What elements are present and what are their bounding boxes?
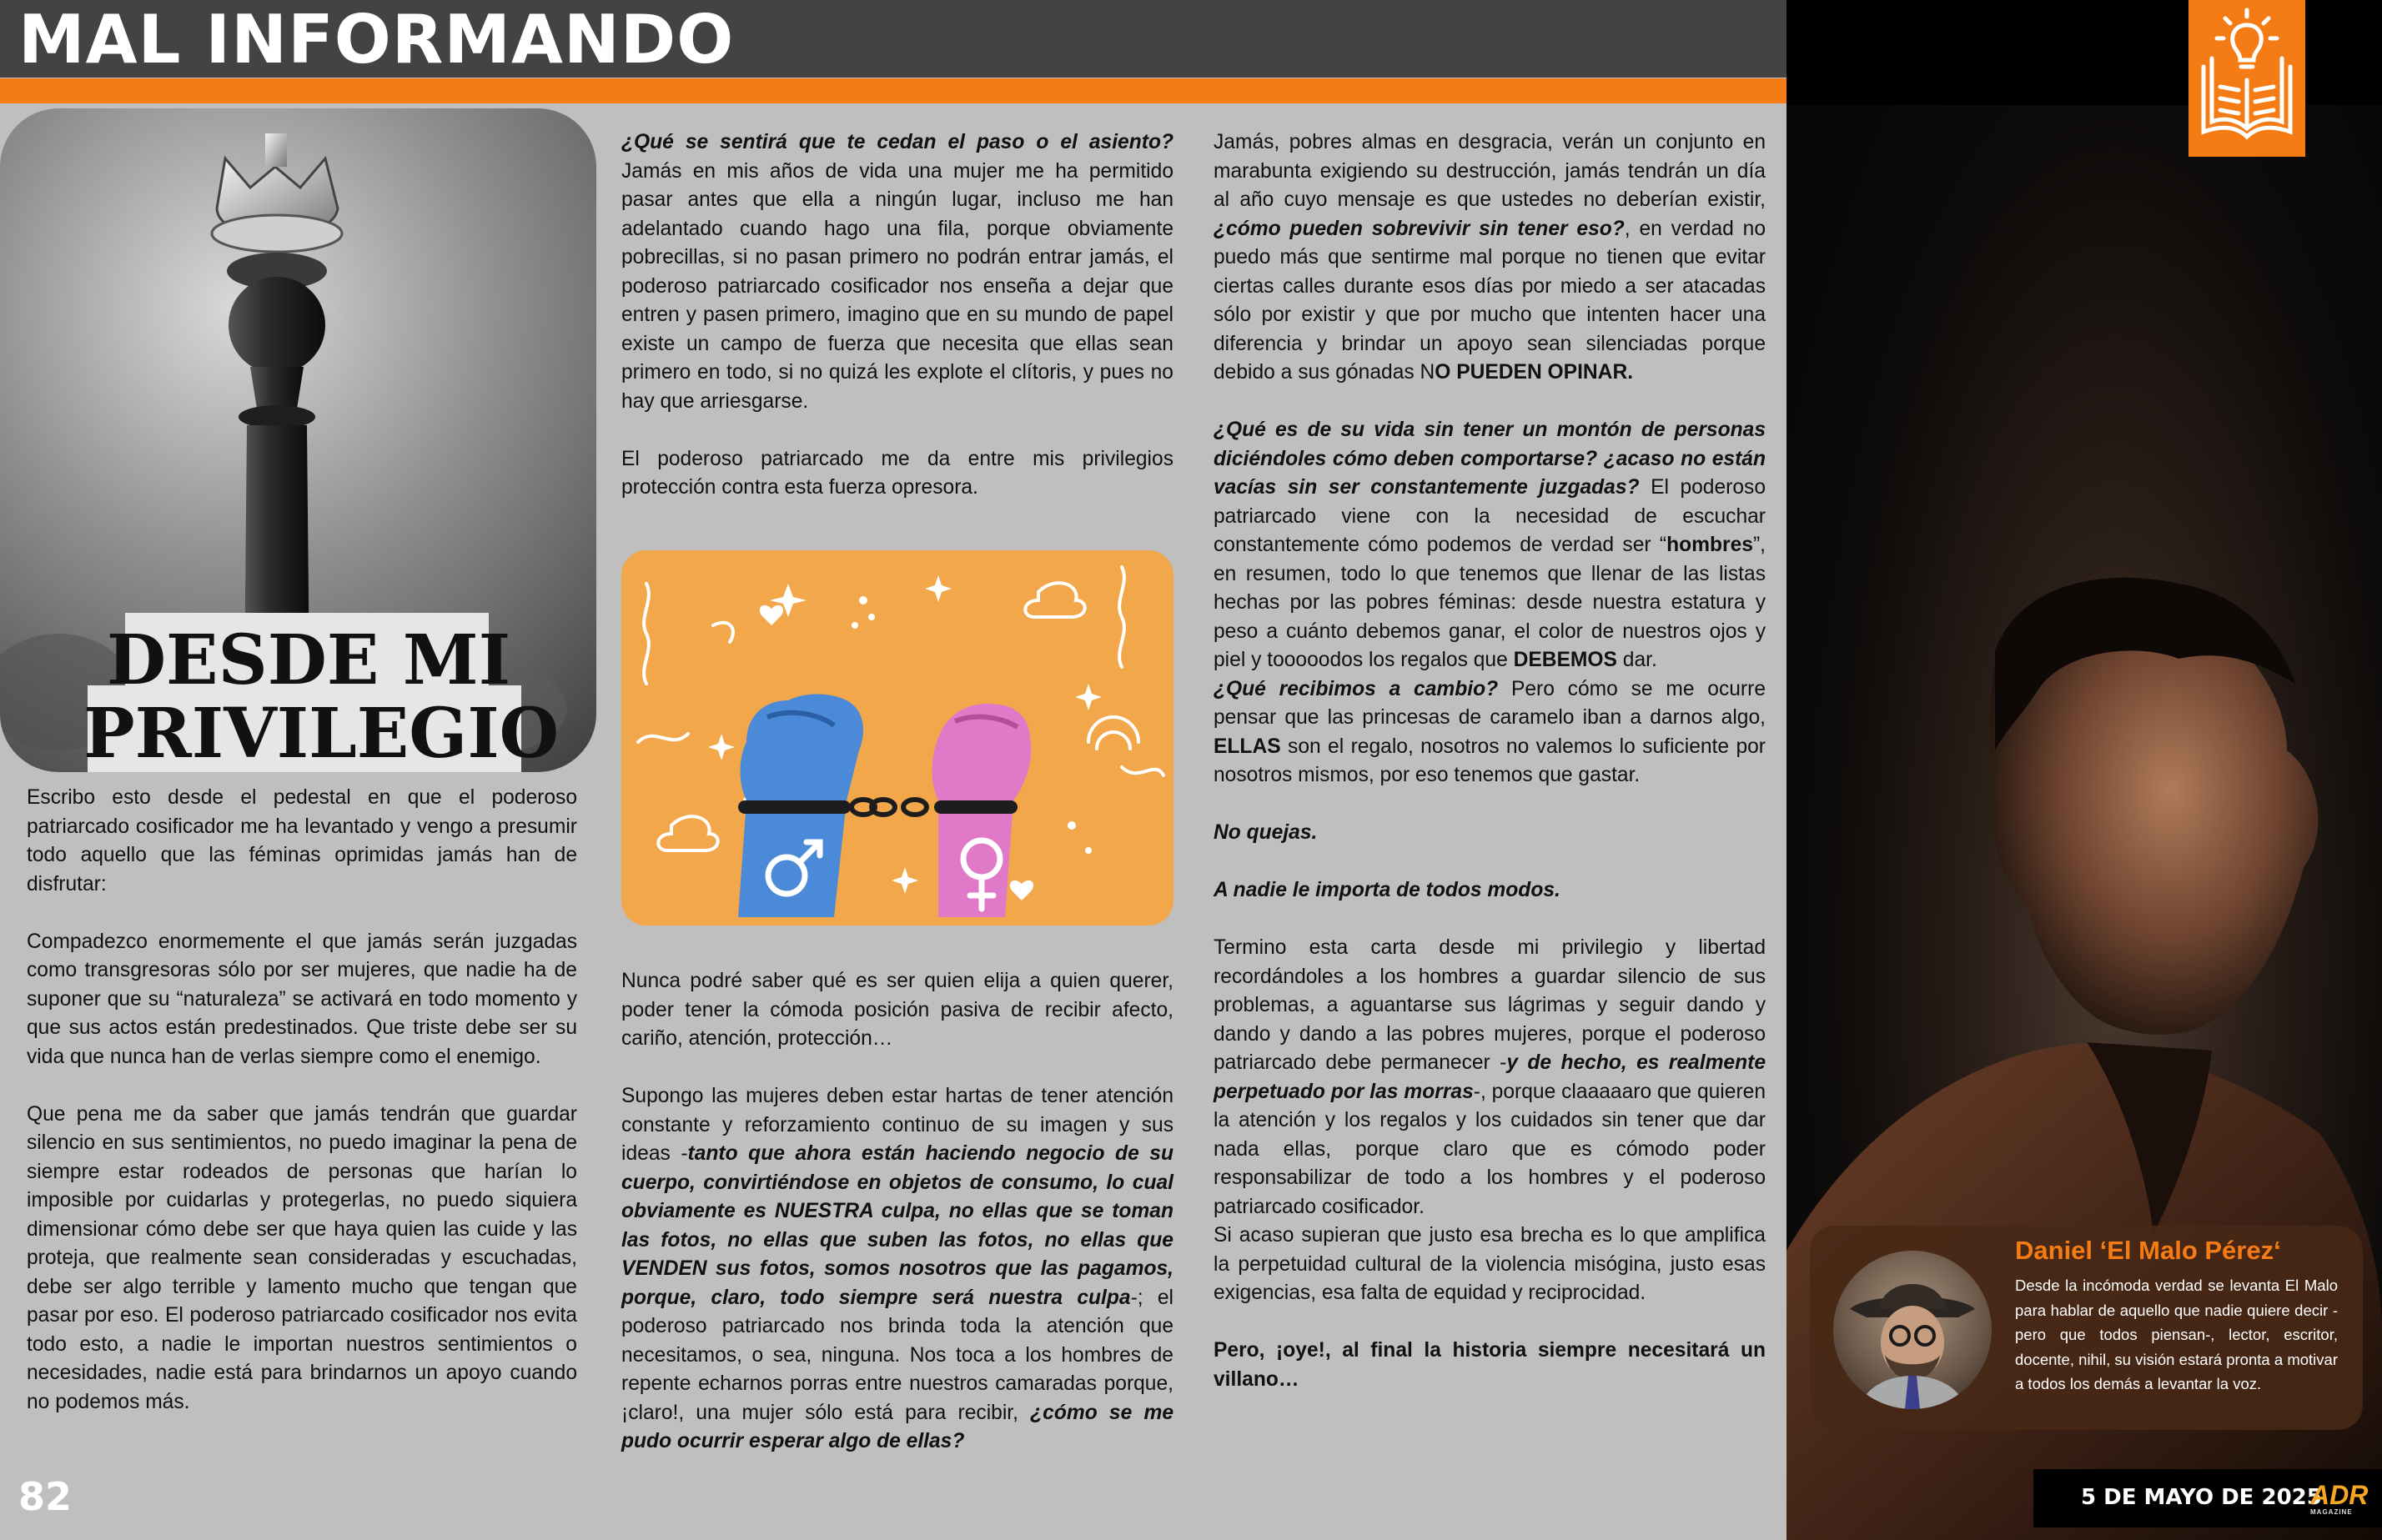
emphasis: ¿Qué recibimos a cambio? xyxy=(1214,677,1499,700)
article-title xyxy=(83,620,560,774)
text: , en verdad no puedo más que sentirme mal porque no tienen que evitar ciertas calles durante esos días por miedo a ser atacadas sólo por existir y que por mucho que intenten hacer una diferencia y brindar un apoyo sean silenciadas porque debido a sus gónadas N xyxy=(1214,217,1766,384)
paragraph xyxy=(621,1082,1173,1457)
emphasis: tanto que ahora están haciendo negocio de su cuerpo, convirtiéndose en objetos de consumo, lo cual obviamente es NUESTRA culpa, no ellas que se toman las fotos, no ellas que suben las fotos, no ellas que VENDEN sus fotos, somos nosotros que las pagamos, porque, claro, todo siempre será nuestra culpa xyxy=(621,1142,1173,1309)
emphasis: ¿Qué es de su vida sin tener un montón de personas diciéndoles cómo deben comportarse? ¿acaso no están vacías sin ser constantemente juzgadas? xyxy=(1214,419,1766,499)
paragraph xyxy=(1214,819,1766,848)
paragraph xyxy=(621,128,1173,416)
text: ”, en resumen, todo lo que tenemos que llenar de las listas hechas por las pobres féminas: desde nuestra estatura y peso a cuánto debemos ganar, el color de nuestros ojos y piel y tooooodos los regalos que xyxy=(1214,534,1766,671)
paragraph xyxy=(1214,416,1766,675)
section-header xyxy=(0,0,1786,78)
paragraph xyxy=(1214,1337,1766,1394)
brand-logo xyxy=(2310,1481,2368,1516)
paragraph: Si acaso supieran que justo esa brecha es lo que amplifica la perpetuidad cultural de la violencia misógina, justo esas exigencias, esa falta de equidad y reciprocidad. xyxy=(1214,1224,1766,1304)
paragraph: Compadezco enormemente el que jamás serán juzgadas como transgresoras sólo por ser mujeres, que nadie ha de suponer que su “naturaleza” se activará en todo momento y que sus actos están predestinados. Que triste debe ser su vida que nunca han de verlas siempre como el enemigo. xyxy=(27,930,577,1068)
accent-bar xyxy=(0,78,1786,103)
section-title: MAL INFORMANDO xyxy=(18,1,735,78)
emphasis: Pero, ¡oye!, al final la historia siempre necesitará un villano… xyxy=(1214,1339,1766,1391)
article-title-line2: PRIVILEGIO xyxy=(83,694,560,774)
emphasis: O PUEDEN OPINAR. xyxy=(1435,361,1634,384)
issue-date: 5 DE MAYO DE 2025 xyxy=(2081,1485,2322,1510)
article-column-1 xyxy=(27,784,577,1446)
author-bio: Desde la incómoda verdad se levanta El Malo para hablar de aquello que nadie quiere decir -pero que todos piensan-, lector, escritor, docente, nihil, su visión estará pronta a motivar a todos los demás a levantar la voz. xyxy=(2015,1277,2338,1392)
fists-chain-illustration xyxy=(621,550,1173,926)
paragraph: El poderoso patriarcado me da entre mis privilegios protección contra esta fuerza opresora. xyxy=(621,447,1173,499)
author-avatar xyxy=(1833,1251,1992,1409)
author-name: Daniel ‘El Malo Pérez‘ xyxy=(2015,1236,2281,1265)
paragraph: Que pena me da saber que jamás tendrán que guardar silencio en sus sentimientos, no puedo imaginar la pena de siempre estar rodeados de personas que harían lo imposible por cuidarlas y protegerlas, no puedo siquiera dimensionar cómo debe ser que haya quien las cuide y las proteja, que realmente sean consideradas y escuchadas, debe ser algo terrible y lamento mucho que tengan que pasar por eso. El poderoso patriarcado cosificador nos evita todo esto, a nadie le importan nuestros sentimientos o necesidades, nadie está para brindarnos un apoyo cuando no podemos más. xyxy=(27,1102,577,1413)
paragraph xyxy=(1214,128,1766,388)
text: Termino esta carta desde mi privilegio y libertad recordándoles a los hombres a guardar silencio de sus problemas, a aguantarse sus lágrimas y seguir dando y dando y dando a las pobres mujeres, porque el poderoso patriarcado debe permanecer - xyxy=(1214,936,1766,1074)
paragraph: Escribo esto desde el pedestal en que el poderoso patriarcado cosificador me ha levantado y vengo a presumir todo aquello que las féminas oprimidas jamás han de disfrutar: xyxy=(27,786,577,895)
text: Jamás en mis años de vida una mujer me ha permitido pasar antes que ella a ningún lugar, incluso me han adelantado cuando hago una fila, porque obviamente pobrecillas, si no pasan primero no podrán entrar jamás, el poderoso patriarcado cosificador nos enseña a dejar que entren y pasen primero, imagino que en su mundo de papel existe un campo de fuerza que necesita que ellas sean primero en todo, si no quizá les explote el clítoris, y pues no hay que arriesgarse. xyxy=(621,159,1173,413)
article-column-2-top xyxy=(621,128,1173,531)
book-lightbulb-icon xyxy=(2189,0,2305,157)
emphasis: ¿cómo pueden sobrevivir sin tener eso? xyxy=(1214,217,1625,240)
article-column-3 xyxy=(1214,128,1766,1423)
emphasis: hombres xyxy=(1666,534,1753,556)
brand-subtitle: MAGAZINE xyxy=(2310,1508,2353,1516)
author-portrait-graphic xyxy=(1833,1251,1992,1409)
emphasis: DEBEMOS xyxy=(1513,649,1617,671)
paragraph xyxy=(1214,934,1766,1221)
text: dar. xyxy=(1616,649,1657,671)
paragraph: Nunca podré saber qué es ser quien elija a quien querer, poder tener la cómoda posición pasiva de recibir afecto, cariño, atención, protección… xyxy=(621,970,1173,1050)
text: El poderoso patriarcado viene con la necesidad de escuchar constantemente cómo podemos de verdad ser “ xyxy=(1214,476,1766,556)
paragraph xyxy=(1214,675,1766,790)
text: Supongo las mujeres deben estar hartas de tener atención constante y reforzamiento continuo de su imagen y sus ideas - xyxy=(621,1085,1173,1165)
emphasis: ELLAS xyxy=(1214,735,1281,758)
page-number: 82 xyxy=(18,1474,73,1519)
text: Pero cómo se me ocurre pensar que las princesas de caramelo iban a darnos algo, xyxy=(1214,677,1766,729)
emphasis: No quejas. xyxy=(1214,821,1318,844)
article-column-2-bottom xyxy=(621,967,1173,1485)
brand-name: ADR xyxy=(2310,1480,2369,1510)
text: Jamás, pobres almas en desgracia, verán un conjunto en marabunta exigiendo su destrucción, jamás tendrán un día al año cuyo mensaje es que ustedes no deberían existir, xyxy=(1214,131,1766,211)
emphasis: ¿cómo se me pudo ocurrir esperar algo de ellas? xyxy=(621,1401,1173,1452)
article-title-line1: DESDE MI xyxy=(106,620,511,700)
text: -, porque claaaaaro que quieren la atención y los regalos y los cuidados sin tener que dar nada ellas, porque claro que es cómodo poder responsabilizar de todo a los hombres y el poderoso patriarcado cosificador. xyxy=(1214,1080,1766,1218)
emphasis: ¿Qué se sentirá que te cedan el paso o el asiento? xyxy=(621,131,1173,153)
paragraph xyxy=(1214,876,1766,905)
emphasis: A nadie le importa de todos modos. xyxy=(1214,879,1560,901)
text: -; el poderoso patriarcado nos brinda toda la atención que necesitamos, o sea, ninguna. Nos toca a los hombres de repente echarnos porras entre nuestros camaradas porque, ¡claro!, una mujer sólo está para recibir, xyxy=(621,1286,1173,1424)
emphasis: y de hecho, es realmente perpetuado por las morras xyxy=(1214,1051,1766,1103)
book-lightbulb-logo xyxy=(2189,0,2305,157)
text: son el regalo, nosotros no valemos lo suficiente por nosotros mismos, por eso tenemos que gastar. xyxy=(1214,735,1766,786)
broken-chain-fists-graphic xyxy=(621,550,1173,926)
